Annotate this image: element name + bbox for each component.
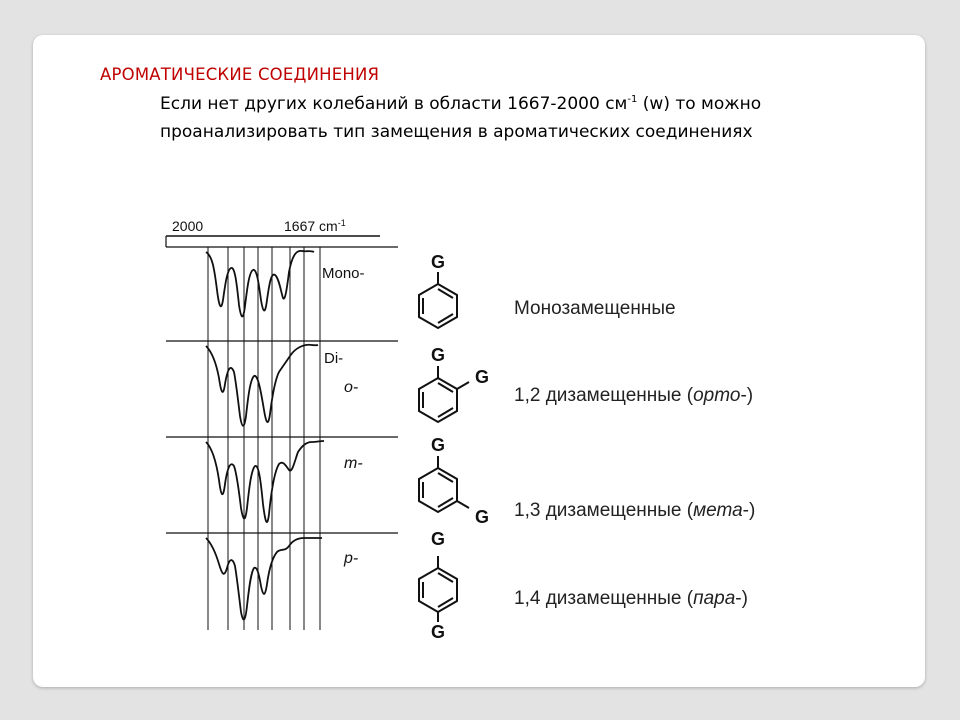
trace-label-di: Di- (324, 350, 344, 367)
intro-line-2: проанализировать тип замещения в ароматических соединениях (160, 122, 753, 142)
label-ortho-substituted: 1,2 дизамещенные (орто-) (514, 385, 754, 406)
baselines (166, 247, 398, 533)
trace-label-ortho: o- (344, 379, 359, 396)
benzene-mono (419, 272, 457, 328)
trace-label-para: p- (344, 550, 359, 567)
substituent-labels (431, 252, 489, 642)
g-label-meta-1: G (430, 435, 446, 455)
trace-label-mono: Mono- (322, 265, 365, 282)
trace-ortho (206, 345, 318, 426)
slide-heading: АРОМАТИЧЕСКИЕ СОЕДИНЕНИЯ (100, 65, 380, 84)
g-label-ortho-2: G (474, 367, 490, 387)
g-label-para-2: G (430, 622, 446, 642)
label-para-substituted: 1,4 дизамещенные (пара-) (514, 588, 748, 609)
trace-para (206, 538, 322, 620)
benzene-meta (419, 456, 469, 512)
label-mono-substituted: Монозамещенные (514, 298, 676, 319)
g-label-meta-2: G (474, 507, 490, 527)
g-label-mono: G (430, 252, 446, 272)
benzene-ortho (419, 366, 469, 422)
intro-line-1-text: Если нет других колебаний в области 1667-2000 см (160, 94, 628, 114)
g-label-para-1: G (430, 529, 446, 549)
intro-superscript: -1 (627, 94, 638, 105)
g-label-ortho-1: G (430, 345, 446, 365)
benzene-para (419, 556, 457, 622)
axis-label-2000: 2000 (172, 218, 204, 234)
trace-meta (206, 441, 324, 522)
trace-label-meta: m- (344, 455, 363, 472)
axis-label-1667: 1667 $cm^{-1}$ (284, 218, 346, 234)
spectrum-traces (206, 251, 324, 620)
label-meta-substituted: 1,3 дизамещенные (мета-) (514, 500, 756, 521)
trace-mono (206, 251, 314, 317)
intro-line-1-tail: (w) то можно (637, 94, 762, 114)
